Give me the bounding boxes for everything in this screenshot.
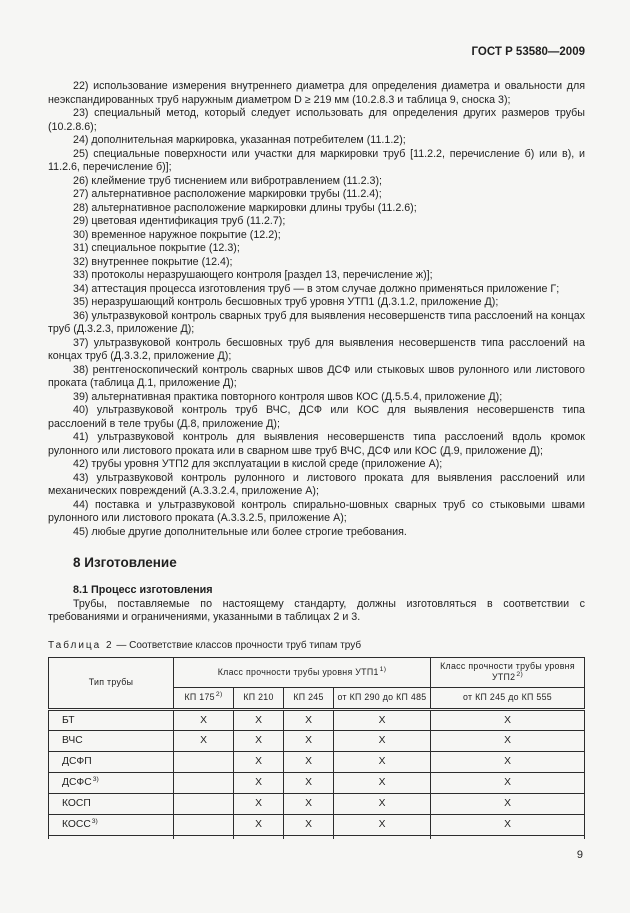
mark-cell — [174, 751, 234, 772]
pipe-strength-class-table — [48, 657, 585, 840]
pipe-type-label: КОСП — [62, 798, 91, 809]
mark-cell: Х — [334, 793, 431, 814]
mark-cell: Х — [334, 709, 431, 730]
list-item: 24) дополнительная маркировка, указанная потребителем (11.1.2); — [73, 134, 406, 146]
mark-cell — [174, 814, 234, 835]
table-caption — [48, 640, 585, 652]
list-item: 31) специальное покрытие (12.3); — [73, 242, 240, 254]
list-item: 41) ультразвуковой контроль для выявления несовершенств типа расслоений вдоль кромок рулонного или листового проката или в сварном шве труб ВЧС, ДСФ или КОС (Д.9, приложение Д); — [48, 431, 585, 457]
list-item: 44) поставка и ультразвуковой контроль спирально-шовных сварных труб со стыковыми швами рулонного или листового проката (А.3.3.2.5, приложение А); — [48, 498, 585, 524]
list-item: 22) использование измерения внутреннего диаметра для определения диаметра и овальности для неэкспандированных труб наружным диаметром D ≥ 219 мм (10.2.8.3 и таблица 9, сноска 3); — [48, 80, 585, 106]
mark-cell: Х — [284, 793, 334, 814]
mark-cell: Х — [234, 730, 284, 751]
footnote-mark: 2) — [516, 671, 524, 678]
list-item: 35) неразрушающий контроль бесшовных труб уровня УТП1 (Д.3.1.2, приложение Д); — [73, 296, 499, 308]
mark-cell — [174, 793, 234, 814]
table-row — [49, 730, 585, 751]
mark-cell: Х — [234, 751, 284, 772]
utp2-group-label: Класс прочности трубы уровня УТП2 — [440, 661, 575, 682]
mark-cell: Х — [234, 772, 284, 793]
pipe-type-label: БТ — [62, 714, 75, 726]
mark-cell: Х — [284, 709, 334, 730]
list-item: 25) специальные поверхности или участки для маркировки труб [11.2.2, перечисление б) или в), и 11.2.6, перечисление б)]; — [48, 147, 585, 173]
list-item: 30) временное наружное покрытие (12.2); — [73, 228, 281, 241]
footnote-mark: 3) — [91, 818, 98, 825]
mark-cell: Х — [334, 814, 431, 835]
table-caption-label: Таблица 2 — [48, 639, 114, 651]
mark-cell: Х — [431, 793, 585, 814]
list-item: 34) аттестация процесса изготовления труб — в этом случае должно применяться приложение Г; — [73, 282, 560, 295]
list-item: 45) любые другие дополнительные или более строгие требования. — [73, 525, 407, 538]
pipe-type-cell — [49, 772, 174, 793]
table-header-group-row — [49, 657, 585, 687]
column-header-kp210: КП 210 — [234, 687, 284, 709]
mark-cell: Х — [431, 709, 585, 730]
mark-cell — [174, 772, 234, 793]
body-paragraph: Трубы, поставляемые по настоящему стандарту, должны изготовляться в соответствии с требованиями и ограничениями, указанными в таблицах 2 и 3. — [48, 597, 585, 623]
mark-cell: Х — [431, 730, 585, 751]
list-item: 23) специальный метод, который следует использовать для определения других размеров трубы (10.2.8.6); — [48, 107, 585, 133]
footnote-mark: 1) — [379, 665, 387, 673]
mark-cell: Х — [284, 751, 334, 772]
list-item: 43) ультразвуковой контроль рулонного и листового проката для выявления расслоений или механических повреждений (А.3.3.2.4, приложение А); — [48, 471, 585, 497]
list-item: 36) ультразвуковой контроль сварных труб для выявления несовершенств типа расслоений на концах труб (Д.3.2.3, приложение Д); — [48, 309, 585, 335]
table-row — [49, 751, 585, 772]
pipe-type-cell — [49, 814, 174, 835]
mark-cell: Х — [234, 709, 284, 730]
pipe-type-label: КОСС — [62, 819, 91, 830]
pipe-type-cell — [49, 709, 174, 730]
table-row — [49, 772, 585, 793]
table-row — [49, 709, 585, 730]
column-header-utp2-group — [431, 657, 585, 687]
list-item: 37) ультразвуковой контроль бесшовных труб для выявления несовершенств типа расслоений на концах труб (Д.3.3.2, приложение Д); — [48, 336, 585, 362]
table-continuation-stubs — [49, 835, 585, 839]
mark-cell: Х — [334, 730, 431, 751]
mark-cell: Х — [174, 709, 234, 730]
pipe-type-cell — [49, 751, 174, 772]
mark-cell: Х — [431, 751, 585, 772]
column-header-kp245-555: от КП 245 до КП 555 — [431, 687, 585, 709]
list-item: 40) ультразвуковой контроль труб ВЧС, ДСФ или КОС для выявления несовершенств типа расслоений в теле трубы (Д.8, приложение Д); — [48, 404, 585, 430]
table-caption-title: — Соответствие классов прочности труб типам труб — [116, 639, 362, 651]
pipe-type-label: ВЧС — [62, 735, 83, 746]
mark-cell: Х — [234, 814, 284, 835]
options-list — [48, 80, 585, 539]
mark-cell: Х — [284, 814, 334, 835]
list-item: 42) трубы уровня УТП2 для эксплуатации в кислой среде (приложение А); — [73, 458, 443, 470]
mark-cell: Х — [334, 751, 431, 772]
list-item: 33) протоколы неразрушающего контроля [раздел 13, перечисление ж)]; — [73, 269, 433, 281]
mark-cell: Х — [284, 730, 334, 751]
mark-cell: Х — [174, 730, 234, 751]
pipe-type-label: ДСФП — [62, 756, 92, 767]
column-header-kp175 — [174, 687, 234, 709]
footnote-mark: 2) — [215, 691, 223, 698]
list-item: 27) альтернативное расположение маркировки трубы (11.2.4); — [73, 188, 382, 200]
column-header-kp290-485: от КП 290 до КП 485 — [334, 687, 431, 709]
pipe-type-cell — [49, 730, 174, 751]
mark-cell: Х — [431, 772, 585, 793]
pipe-type-cell — [49, 793, 174, 814]
list-item: 32) внутреннее покрытие (12.4); — [73, 255, 233, 268]
list-item: 29) цветовая идентификация труб (11.2.7); — [73, 215, 286, 227]
mark-cell: Х — [431, 814, 585, 835]
subsection-heading: 8.1 Процесс изготовления — [73, 584, 213, 596]
list-item: 28) альтернативное расположение маркировки длины трубы (11.2.6); — [73, 201, 417, 214]
list-item: 39) альтернативная практика повторного контроля швов КОС (Д.5.5.4, приложение Д); — [73, 390, 503, 403]
footnote-mark: 3) — [92, 776, 99, 783]
list-item: 26) клеймение труб тиснением или вибротравлением (11.2.3); — [73, 174, 383, 187]
column-header-pipe-type: Тип трубы — [49, 657, 174, 709]
table-row — [49, 793, 585, 814]
section-heading: 8 Изготовление — [73, 555, 177, 570]
mark-cell: Х — [334, 772, 431, 793]
page-number: 9 — [576, 849, 583, 861]
column-header-utp1-group — [174, 657, 431, 687]
mark-cell: Х — [284, 772, 334, 793]
mark-cell: Х — [234, 793, 284, 814]
table-row — [49, 814, 585, 835]
utp1-group-label: Класс прочности трубы уровня УТП1 — [217, 666, 379, 677]
column-header-kp245: КП 245 — [284, 687, 334, 709]
doc-number: ГОСТ Р 53580—2009 — [471, 46, 585, 58]
list-item: 38) рентгеноскопический контроль сварных швов ДСФ или стыковых швов рулонного или листового проката (таблица Д.1, приложение Д); — [48, 363, 585, 389]
kp175-label: КП 175 — [184, 692, 215, 702]
pipe-type-label: ДСФС — [62, 777, 92, 788]
